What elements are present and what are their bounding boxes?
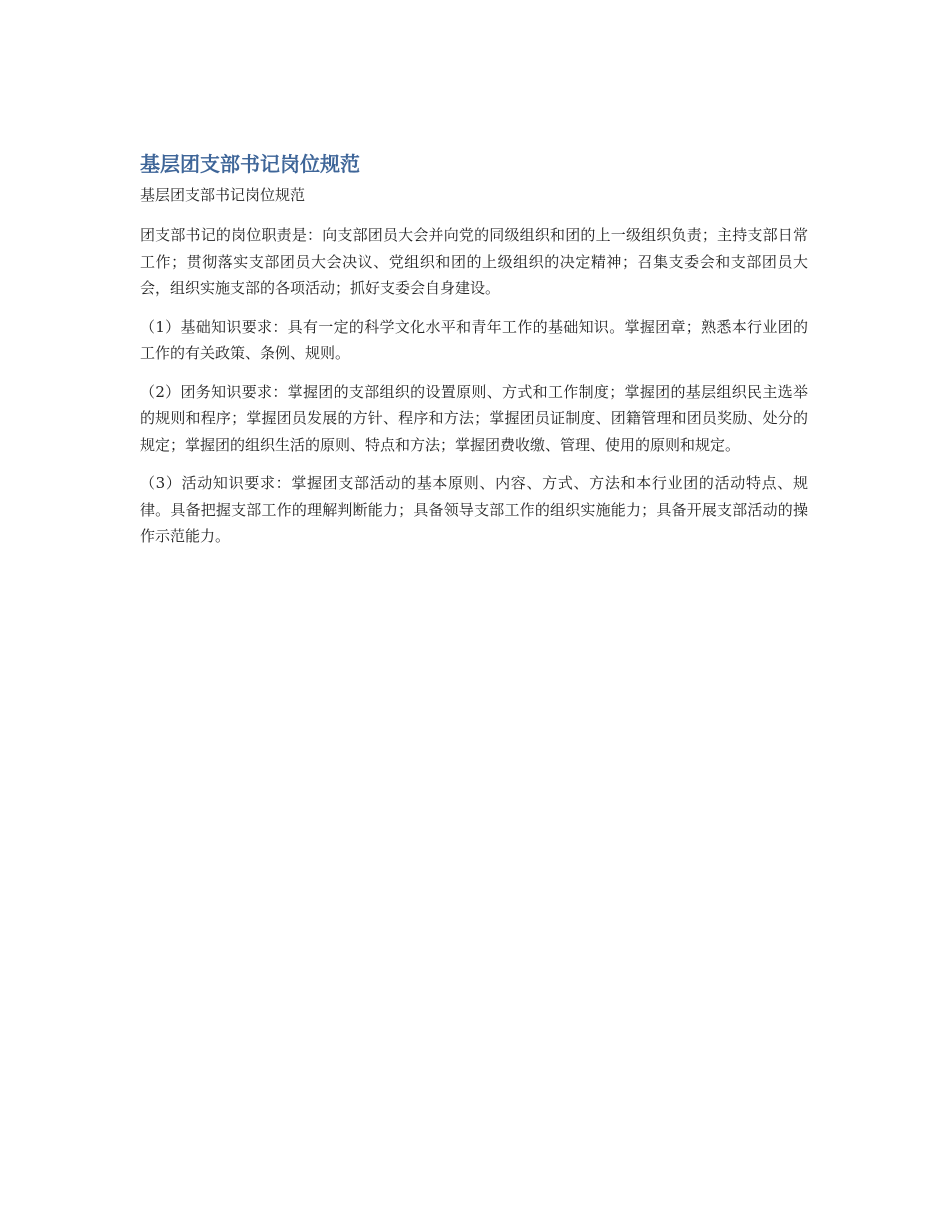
document-body: [140, 150, 808, 550]
paragraph-basic-knowledge: （1）基础知识要求：具有一定的科学文化水平和青年工作的基础知识。掌握团章；熟悉本行业团的工作的有关政策、条例、规则。: [140, 317, 808, 362]
paragraph-league-affairs-knowledge: （2）团务知识要求：掌握团的支部组织的设置原则、方式和工作制度；掌握团的基层组织民主选举的规则和程序；掌握团员发展的方针、程序和方法；掌握团员证制度、团籍管理和团员奖励、处分的规定；掌握团的组织生活的原则、特点和方法；掌握团费收缴、管理、使用的原则和规定。: [140, 382, 808, 454]
document-subtitle: 基层团支部书记岗位规范: [140, 186, 306, 204]
paragraph-activity-knowledge: （3）活动知识要求：掌握团支部活动的基本原则、内容、方式、方法和本行业团的活动特点、规律。具备把握支部工作的理解判断能力；具备领导支部工作的组织实施能力；具备开展支部活动的操作示范能力。: [140, 474, 808, 545]
document-title: 基层团支部书记岗位规范: [140, 152, 360, 176]
paragraph-duties: 团支部书记的岗位职责是：向支部团员大会并向党的同级组织和团的上一级组织负责；主持支部日常工作；贯彻落实支部团员大会决议、党组织和团的上级组织的决定精神；召集支委会和支部团员大会，组织实施支部的各项活动；抓好支委会自身建设。: [140, 226, 808, 297]
